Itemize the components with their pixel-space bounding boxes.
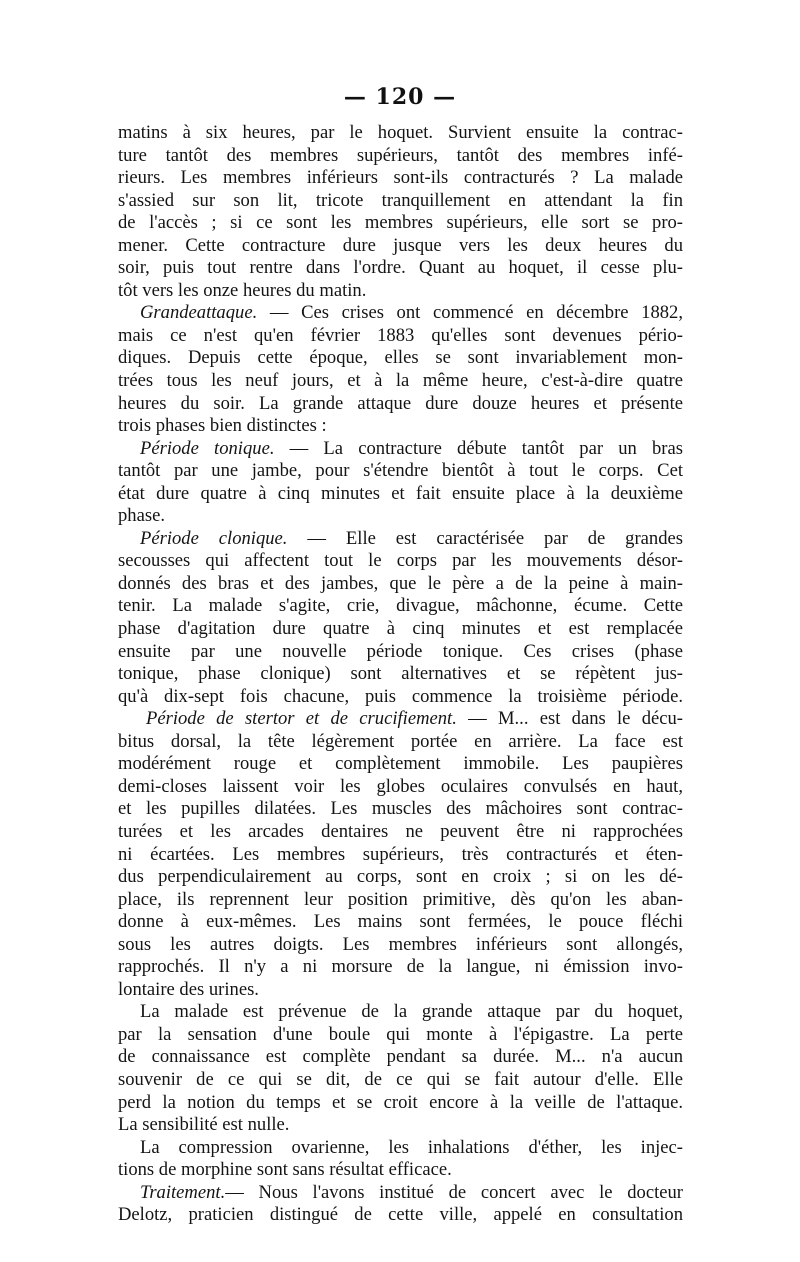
text-segment: place, ils reprennent leur position primitive, dès qu'on les aban- <box>118 888 683 910</box>
text-line <box>118 641 683 664</box>
text-segment: mener. Cette contracture dure jusque vers les deux heures du <box>118 234 683 256</box>
text-segment: tantôt par une jambe, pour s'étendre bientôt à tout le corps. Cet <box>118 460 683 482</box>
text-segment: tenir. La malade s'agite, crie, divague, mâchonne, écume. Cette <box>118 595 683 617</box>
text-line <box>118 1114 683 1137</box>
text-segment: perd la notion du temps et se croit encore à la veille de l'attaque. <box>118 1091 683 1113</box>
text-line <box>118 776 683 799</box>
text-line <box>118 257 683 280</box>
text-line <box>118 235 683 258</box>
text-line <box>118 550 683 573</box>
text-line <box>118 934 683 957</box>
text-segment: donne à eux-mêmes. Les mains sont fermées, le pouce fléchi <box>118 911 683 933</box>
text-segment: soir, puis tout rentre dans l'ordre. Quant au hoquet, il cesse plu- <box>118 257 683 279</box>
body-text <box>118 122 683 1227</box>
text-line <box>118 956 683 979</box>
text-line <box>118 1137 683 1160</box>
text-line <box>118 1092 683 1115</box>
text-line <box>118 618 683 641</box>
text-segment: diques. Depuis cette époque, elles se sont invariablement mon- <box>118 347 683 369</box>
text-segment: demi-closes laissent voir les globes oculaires convulsés en haut, <box>118 775 683 797</box>
text-segment: — La contracture débute tantôt par un bras <box>274 437 683 459</box>
text-line <box>118 370 683 393</box>
text-line <box>118 528 683 551</box>
text-line <box>118 889 683 912</box>
text-segment: turées et les arcades dentaires ne peuvent être ni rapprochées <box>118 820 683 842</box>
text-line <box>118 911 683 934</box>
text-line <box>118 145 683 168</box>
text-line <box>118 393 683 416</box>
text-line <box>118 460 683 483</box>
text-line <box>118 415 683 438</box>
text-line <box>118 1024 683 1047</box>
text-segment: donnés des bras et des jambes, que le père a de la peine à main- <box>118 572 683 594</box>
text-segment: de connaissance est complète pendant sa durée. M... n'a aucun <box>118 1046 683 1068</box>
text-line <box>118 663 683 686</box>
text-segment: La compression ovarienne, les inhalations d'éther, les injec- <box>140 1136 683 1158</box>
text-segment: tonique, phase clonique) sont alternatives et se répètent jus- <box>118 663 683 685</box>
text-line <box>118 190 683 213</box>
text-segment: par la sensation d'une boule qui monte à l'épigastre. La perte <box>118 1023 683 1045</box>
text-line <box>118 1159 683 1182</box>
text-segment: de l'accès ; si ce sont les membres supérieurs, elle sort se pro- <box>118 212 683 234</box>
text-segment: matins à six heures, par le hoquet. Survient ensuite la contrac- <box>118 122 683 143</box>
italic-heading: Période clonique. <box>140 527 288 549</box>
text-segment: Delotz, praticien distingué de cette ville, appelé en consultation <box>118 1204 683 1226</box>
text-line <box>118 122 683 145</box>
text-line <box>118 347 683 370</box>
text-segment: rapprochés. Il n'y a ni morsure de la langue, ni émission invo- <box>118 956 683 978</box>
text-segment: rieurs. Les membres inférieurs sont-ils contracturés ? La malade <box>118 167 683 189</box>
text-segment: lontaire des urines. <box>118 978 259 1000</box>
text-line <box>118 1069 683 1092</box>
text-segment: — Ces crises ont commencé en décembre 1882, <box>257 302 683 324</box>
text-segment: heures du soir. La grande attaque dure douze heures et présente <box>118 392 683 414</box>
text-segment: s'assied sur son lit, tricote tranquillement en attendant la fin <box>118 189 683 211</box>
italic-heading: Traitement. <box>140 1181 226 1203</box>
italic-heading: Grandeattaque. <box>140 302 258 324</box>
italic-heading: Période de stertor et de crucifiement. <box>146 708 457 730</box>
text-line <box>118 1182 683 1205</box>
text-line <box>118 212 683 235</box>
text-segment: ni écartées. Les membres supérieurs, très contracturés et éten- <box>118 843 683 865</box>
text-segment: ensuite par une nouvelle période tonique. Ces crises (phase <box>118 640 683 662</box>
text-line <box>118 866 683 889</box>
text-line <box>118 1001 683 1024</box>
text-line <box>118 1046 683 1069</box>
text-segment: sous les autres doigts. Les membres inférieurs sont allongés, <box>118 933 683 955</box>
text-line <box>118 505 683 528</box>
text-line <box>118 686 683 709</box>
text-line <box>118 325 683 348</box>
text-segment: souvenir de ce qui se dit, de ce qui se fait autour d'elle. Elle <box>118 1068 683 1090</box>
text-segment: qu'à dix-sept fois chacune, puis commence la troisième période. <box>118 685 683 707</box>
text-line <box>118 731 683 754</box>
text-line <box>118 753 683 776</box>
text-segment: et les pupilles dilatées. Les muscles des mâchoires sont contrac- <box>118 798 683 820</box>
text-line <box>118 573 683 596</box>
text-line <box>118 280 683 303</box>
text-line <box>118 798 683 821</box>
text-segment: dus perpendiculairement au corps, sont en croix ; si on les dé- <box>118 866 683 888</box>
text-line <box>118 979 683 1002</box>
text-line <box>118 821 683 844</box>
text-line <box>118 302 683 325</box>
text-line <box>118 167 683 190</box>
text-segment: — Elle est caractérisée par de grandes <box>287 527 683 549</box>
text-line <box>118 595 683 618</box>
text-line <box>118 1204 683 1227</box>
text-segment: mais ce n'est qu'en février 1883 qu'elles sont devenues pério- <box>118 324 683 346</box>
text-segment: phase d'agitation dure quatre à cinq minutes et est remplacée <box>118 618 683 640</box>
text-segment: trois phases bien distinctes : <box>118 415 327 437</box>
page-number: — 120 — <box>343 84 457 110</box>
text-segment: modérément rouge et complètement immobile. Les paupières <box>118 753 683 775</box>
text-segment: — Nous l'avons institué de concert avec le docteur <box>225 1181 683 1203</box>
text-segment: phase. <box>118 505 165 527</box>
text-segment: secousses qui affectent tout le corps par les mouvements désor- <box>118 550 683 572</box>
text-line <box>118 438 683 461</box>
text-segment: — M... est dans le décu- <box>456 708 683 730</box>
text-line <box>118 708 683 731</box>
text-segment: trées tous les neuf jours, et à la même heure, c'est-à-dire quatre <box>118 370 683 392</box>
italic-heading: Période tonique. <box>140 437 275 459</box>
text-segment: tôt vers les onze heures du matin. <box>118 279 367 301</box>
text-segment: La malade est prévenue de la grande attaque par du hoquet, <box>140 1001 683 1023</box>
text-line <box>118 483 683 506</box>
text-segment: tions de morphine sont sans résultat efficace. <box>118 1159 452 1181</box>
text-line <box>118 844 683 867</box>
text-segment: bitus dorsal, la tête légèrement portée en arrière. La face est <box>118 730 683 752</box>
text-segment: ture tantôt des membres supérieurs, tantôt des membres infé- <box>118 144 683 166</box>
text-segment: La sensibilité est nulle. <box>118 1114 290 1136</box>
text-segment: état dure quatre à cinq minutes et fait ensuite place à la deuxième <box>118 482 683 504</box>
